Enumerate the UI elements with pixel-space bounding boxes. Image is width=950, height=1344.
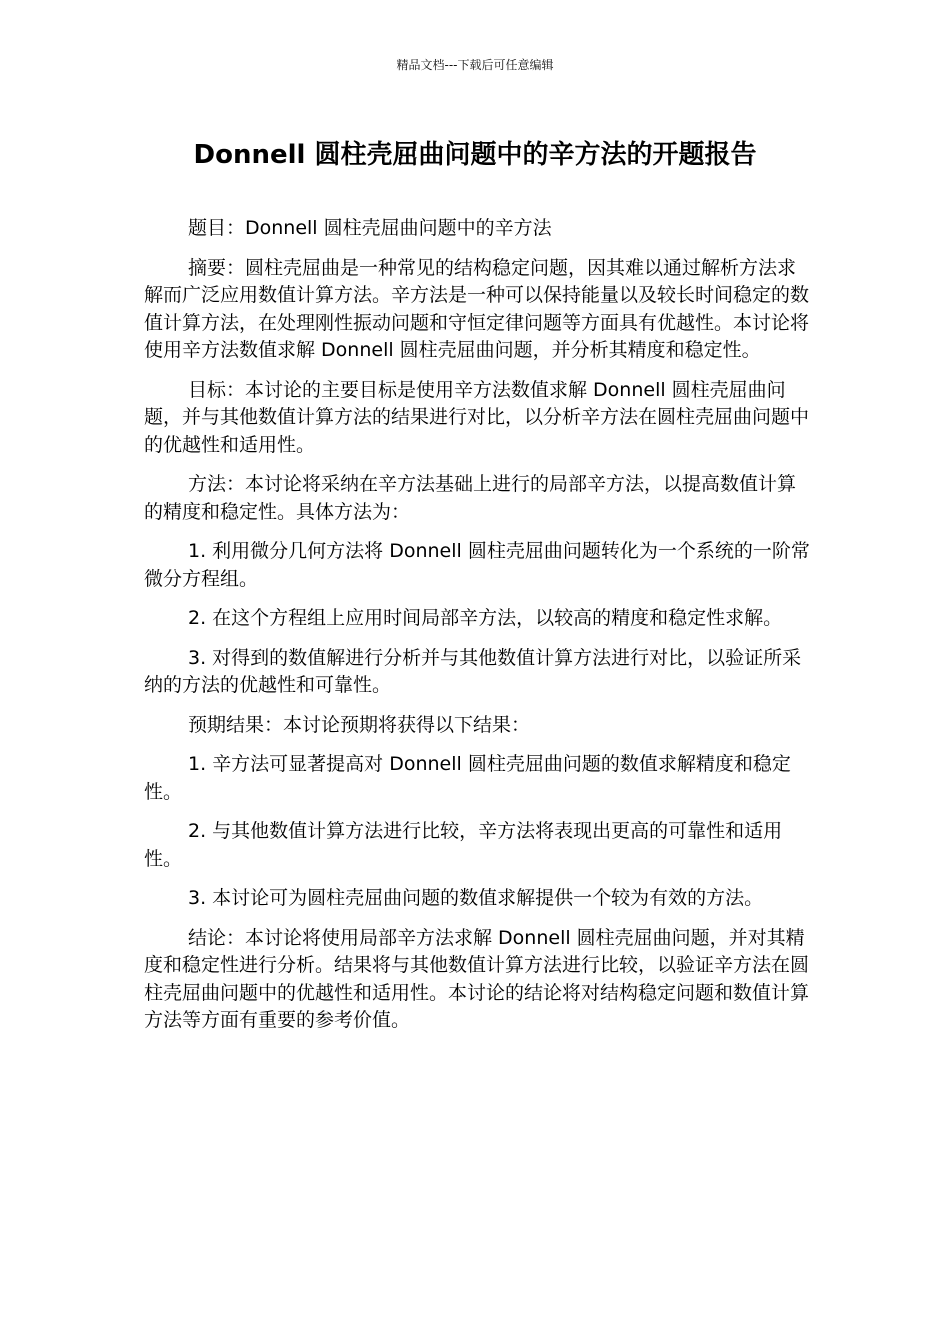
- paragraph-expected-results: 预期结果：本讨论预期将获得以下结果：: [188, 713, 531, 736]
- paragraph-result-1: 1. 辛方法可显著提高对 Donnell 圆柱壳屈曲问题的数值求解精度和稳定性。: [144, 753, 791, 803]
- paragraph-method: 方法：本讨论将采纳在辛方法基础上进行的局部辛方法，以提高数值计算的精度和稳定性。具体方法为：: [144, 473, 797, 523]
- paragraph-result-3: 3. 本讨论可为圆柱壳屈曲问题的数值求解提供一个较为有效的方法。: [188, 887, 764, 909]
- document-body: [144, 215, 812, 1047]
- paragraph-method-step-3: 3. 对得到的数值解进行分析并与其他数值计算方法进行对比，以验证所采纳的方法的优越性和可靠性。: [144, 646, 802, 696]
- paragraph-abstract: 摘要：圆柱壳屈曲是一种常见的结构稳定问题，因其难以通过解析方法求解而广泛应用数值计算方法。辛方法是一种可以保持能量以及较长时间稳定的数值计算方法，在处理刚性振动问题和守恒定律问题等方面具有优越性。本讨论将使用辛方法数值求解 Donnell 圆柱壳屈曲问题，并分析其精度和稳定性。: [144, 256, 810, 361]
- paragraph-topic: 题目：Donnell 圆柱壳屈曲问题中的辛方法: [188, 217, 552, 239]
- paragraph-goal: 目标：本讨论的主要目标是使用辛方法数值求解 Donnell 圆柱壳屈曲问题，并与其他数值计算方法的结果进行对比，以分析辛方法在圆柱壳屈曲问题中的优越性和适用性。: [144, 378, 810, 456]
- paragraph-conclusion: 结论：本讨论将使用局部辛方法求解 Donnell 圆柱壳屈曲问题，并对其精度和稳定性进行分析。结果将与其他数值计算方法进行比较，以验证辛方法在圆柱壳屈曲问题中的优越性和适用性。本讨论的结论将对结构稳定问题和数值计算方法等方面有重要的参考价值。: [144, 926, 810, 1031]
- header-note: 精品文档---下载后可任意编辑: [396, 58, 554, 72]
- paragraph-method-step-1: 1. 利用微分几何方法将 Donnell 圆柱壳屈曲问题转化为一个系统的一阶常微分方程组。: [144, 540, 810, 590]
- paragraph-method-step-2: 2. 在这个方程组上应用时间局部辛方法，以较高的精度和稳定性求解。: [188, 607, 783, 629]
- paragraph-result-2: 2. 与其他数值计算方法进行比较，辛方法将表现出更高的可靠性和适用性。: [144, 820, 783, 870]
- document-title: Donnell 圆柱壳屈曲问题中的辛方法的开题报告: [193, 140, 757, 170]
